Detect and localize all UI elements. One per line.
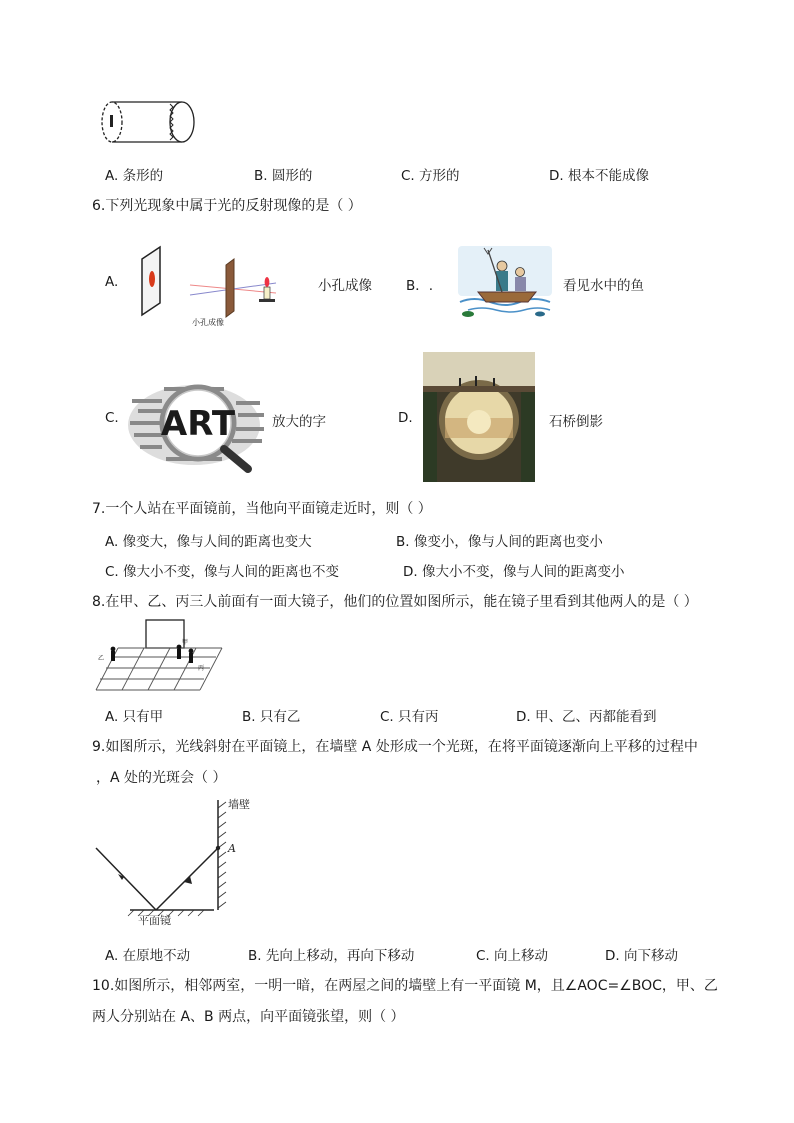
q6-text-c: 放大的字 [272, 414, 326, 430]
q6-text-b: 看见水中的鱼 [563, 278, 644, 294]
fig8-label-bing: 丙 [198, 665, 205, 672]
q5-option-c[interactable]: C. 方形的 [401, 168, 460, 184]
q6-text-d: 石桥倒影 [549, 414, 603, 430]
q8-option-d[interactable]: D. 甲、乙、丙都能看到 [516, 709, 657, 725]
q7-option-c[interactable]: C. 像大小不变，像与人间的距离也不变 [105, 564, 340, 580]
q6-label-a[interactable]: A. [105, 274, 119, 290]
q9-option-c[interactable]: C. 向上移动 [476, 948, 549, 964]
q5-option-b[interactable]: B. 圆形的 [254, 168, 313, 184]
fig9-mirror-label: 平面镜 [138, 914, 171, 927]
q9-option-a[interactable]: A. 在原地不动 [105, 948, 191, 964]
q6-text-a: 小孔成像 [318, 278, 372, 294]
q7-option-a[interactable]: A. 像变大，像与人间的距离也变大 [105, 534, 312, 550]
q6-label-b[interactable]: B．. [406, 278, 434, 294]
q9-stem-line2: ，A 处的光斑会（ ） [96, 770, 227, 786]
fig8-label-jia: 甲 [182, 639, 189, 646]
q5-option-d[interactable]: D. 根本不能成像 [549, 168, 649, 184]
tube-figure [100, 100, 200, 148]
q8-option-c[interactable]: C. 只有丙 [380, 709, 439, 725]
fig9-a-label: A [228, 842, 236, 855]
q5-option-a[interactable]: A. 条形的 [105, 168, 164, 184]
reflection-wall-figure [94, 796, 264, 927]
magnifier-art-figure [124, 377, 270, 473]
q6-label-c[interactable]: C. [105, 410, 119, 426]
q9-stem-line1: 9.如图所示，光线斜射在平面镜上，在墙壁 A 处形成一个光斑，在将平面镜逐渐向上平移的过程中 [92, 739, 698, 755]
q9-option-b[interactable]: B. 先向上移动，再向下移动 [248, 948, 415, 964]
mirror-grid-figure [96, 618, 222, 692]
fig9-wall-label: 墙壁 [228, 798, 250, 811]
q10-stem-line2: 两人分别站在 A、B 两点，向平面镜张望，则（ ） [92, 1009, 405, 1025]
q9-option-d[interactable]: D. 向下移动 [605, 948, 678, 964]
stone-bridge-figure [423, 352, 535, 482]
q8-stem: 8.在甲、乙、丙三人前面有一面大镜子，他们的位置如图所示，能在镜子里看到其他两人的是（ ） [92, 594, 698, 610]
q10-stem-line1: 10.如图所示，相邻两室，一明一暗，在两屋之间的墙壁上有一平面镜 M，且∠AOC=∠BOC，甲、乙 [92, 978, 718, 994]
q8-option-a[interactable]: A. 只有甲 [105, 709, 164, 725]
fishing-boat-figure [458, 246, 552, 322]
q7-option-b[interactable]: B. 像变小，像与人间的距离也变小 [396, 534, 603, 550]
art-text: ART [160, 404, 236, 444]
q6-label-d[interactable]: D. [398, 410, 413, 426]
q7-option-d[interactable]: D. 像大小不变，像与人间的距离变小 [403, 564, 625, 580]
pinhole-figure [140, 245, 290, 327]
q7-stem: 7.一个人站在平面镜前，当他向平面镜走近时，则（ ） [92, 501, 432, 517]
pinhole-caption: 小孔成像 [192, 318, 224, 327]
q8-option-b[interactable]: B. 只有乙 [242, 709, 301, 725]
q6-stem: 6.下列光现象中属于光的反射现像的是（ ） [92, 198, 362, 214]
fig8-label-yi: 乙 [98, 655, 105, 662]
